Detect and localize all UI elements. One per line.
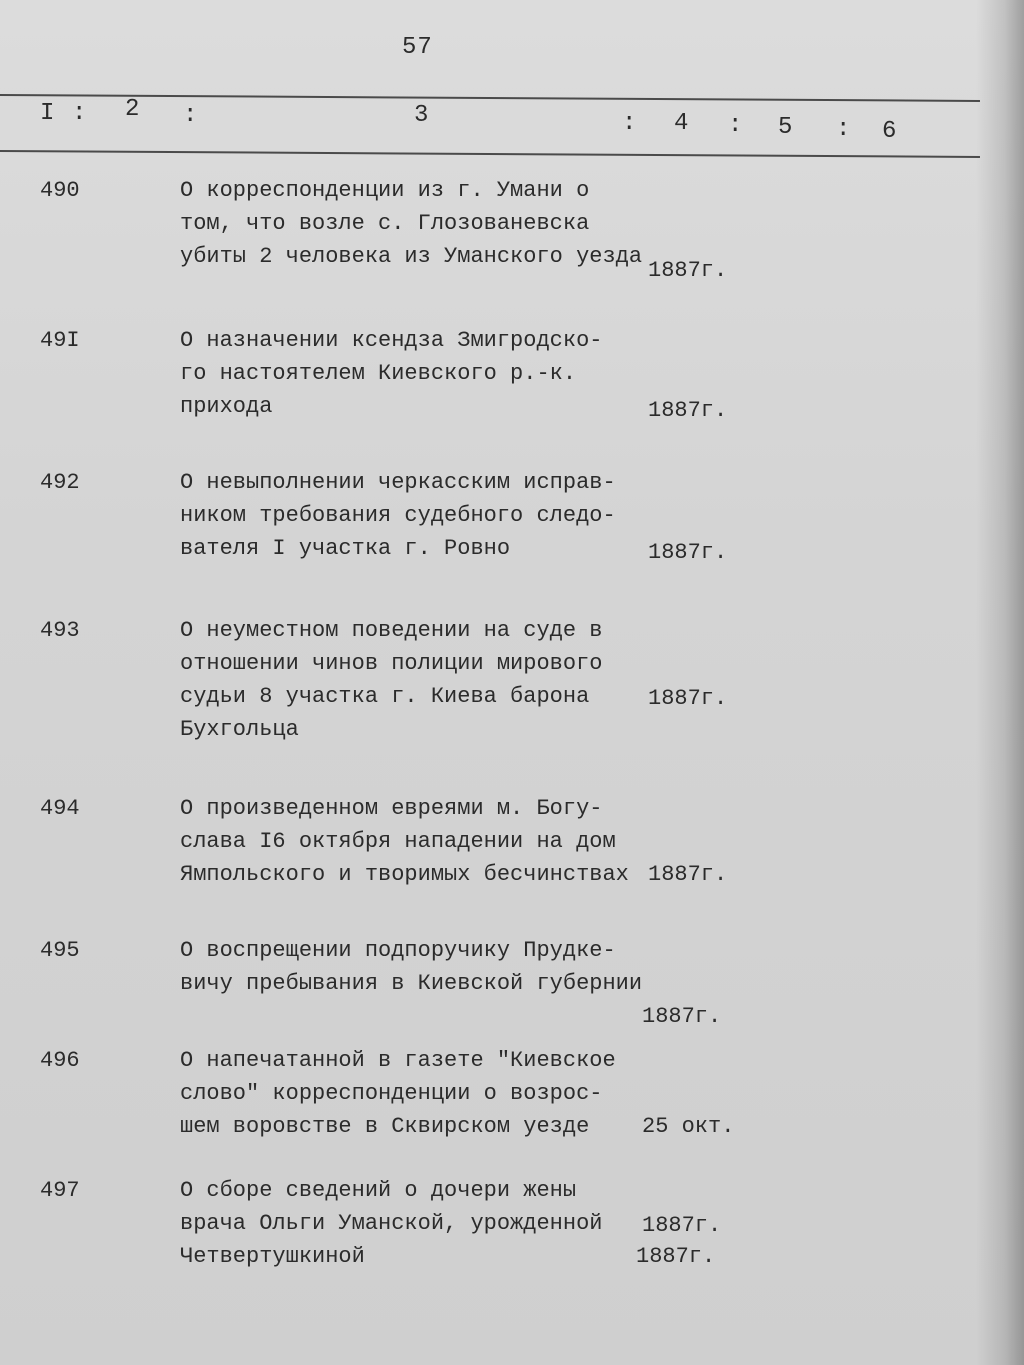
- column-header-6: 6: [882, 118, 897, 145]
- entry-date-line: 1887г.: [642, 1004, 722, 1029]
- entry-date: [636, 1174, 746, 1339]
- entry-line: врача Ольги Уманской, урожденной: [180, 1211, 603, 1236]
- entry-description: [180, 174, 660, 273]
- entry-date: [648, 470, 758, 635]
- entry-line: О сборе сведений о дочери жены: [180, 1178, 577, 1203]
- entry-line: О корреспонденции из г. Умани о: [180, 178, 590, 203]
- entry-line: го настоятелем Киевского р.-к.: [180, 361, 577, 386]
- entry-line: Ямпольского и творимых бесчинствах: [180, 862, 629, 887]
- entry-line: слово" корреспонденции о возрос-: [180, 1081, 603, 1106]
- entry-line: ником требования судебного следо-: [180, 503, 616, 528]
- column-header-4: 4: [674, 110, 689, 137]
- entry-description: [180, 614, 660, 746]
- column-separator: :: [836, 116, 851, 143]
- column-separator: :: [72, 100, 87, 127]
- entry-line: вателя I участка г. Ровно: [180, 536, 511, 561]
- entry-line: О воспрещении подпоручику Прудке-: [180, 938, 616, 963]
- entry-description: [180, 466, 660, 565]
- column-separator: :: [728, 112, 743, 139]
- entry-date-line: 1887г.: [648, 686, 728, 711]
- entry-date-line: 25 окт.: [642, 1114, 735, 1139]
- entry-line: О напечатанной в газете "Киевское: [180, 1048, 616, 1073]
- entry-date: [648, 616, 758, 781]
- entry-number: 490: [40, 178, 80, 203]
- entry-line: О невыполнении черкасским исправ-: [180, 470, 616, 495]
- entry-number: 49I: [40, 328, 80, 353]
- entry-date-line: 1887г.: [648, 540, 728, 565]
- column-separator: :: [183, 102, 198, 129]
- entry-number: 492: [40, 470, 80, 495]
- entry-line: Четвертушкиной: [180, 1244, 365, 1269]
- entry-line: вичу пребывания в Киевской губернии: [180, 971, 643, 996]
- entry-line: О неуместном поведении на суде в: [180, 618, 603, 643]
- column-header-3: 3: [414, 102, 429, 129]
- entry-line: шем воровстве в Сквирском уезде: [180, 1114, 590, 1139]
- entry-date-line: 1887г.: [648, 398, 728, 423]
- entry-line: О назначении ксендза Змигродско-: [180, 328, 603, 353]
- header-bottom-rule: [0, 150, 980, 158]
- entry-number: 496: [40, 1048, 80, 1073]
- entry-line: Бухгольца: [180, 717, 299, 742]
- entry-date-line: 1887г.: [636, 1244, 716, 1269]
- entry-description: [180, 324, 660, 423]
- entry-date-line: 1887г.: [648, 258, 728, 283]
- page-number: 57: [402, 34, 433, 61]
- entry-line: том, что возле с. Глозованевска: [180, 211, 590, 236]
- entry-number: 495: [40, 938, 80, 963]
- entry-description: [180, 792, 660, 891]
- column-header-5: 5: [778, 114, 793, 141]
- column-header-1: I: [40, 100, 55, 127]
- entry-date-line: 1887г.: [648, 862, 728, 887]
- entry-description: [180, 1044, 660, 1143]
- entry-number: 493: [40, 618, 80, 643]
- entry-line: О произведенном евреями м. Богу-: [180, 796, 603, 821]
- entry-number: 494: [40, 796, 80, 821]
- entry-line: отношении чинов полиции мирового: [180, 651, 603, 676]
- entry-line: прихода: [180, 394, 273, 419]
- column-header-row: [0, 96, 1000, 145]
- entry-line: убиты 2 человека из Уманского уезда: [180, 244, 643, 269]
- entry-date: [648, 328, 758, 493]
- entry-date-line: 1887г.: [642, 1213, 722, 1238]
- entry-number: 497: [40, 1178, 80, 1203]
- entry-description: [180, 1174, 660, 1273]
- entry-line: слава I6 октября нападении на дом: [180, 829, 616, 854]
- entry-line: судьи 8 участка г. Киева барона: [180, 684, 590, 709]
- entry-date: [648, 792, 758, 957]
- column-separator: :: [622, 110, 637, 137]
- page-edge-shadow: [976, 0, 1024, 1365]
- entry-description: [180, 934, 660, 1000]
- column-header-2: 2: [125, 96, 140, 123]
